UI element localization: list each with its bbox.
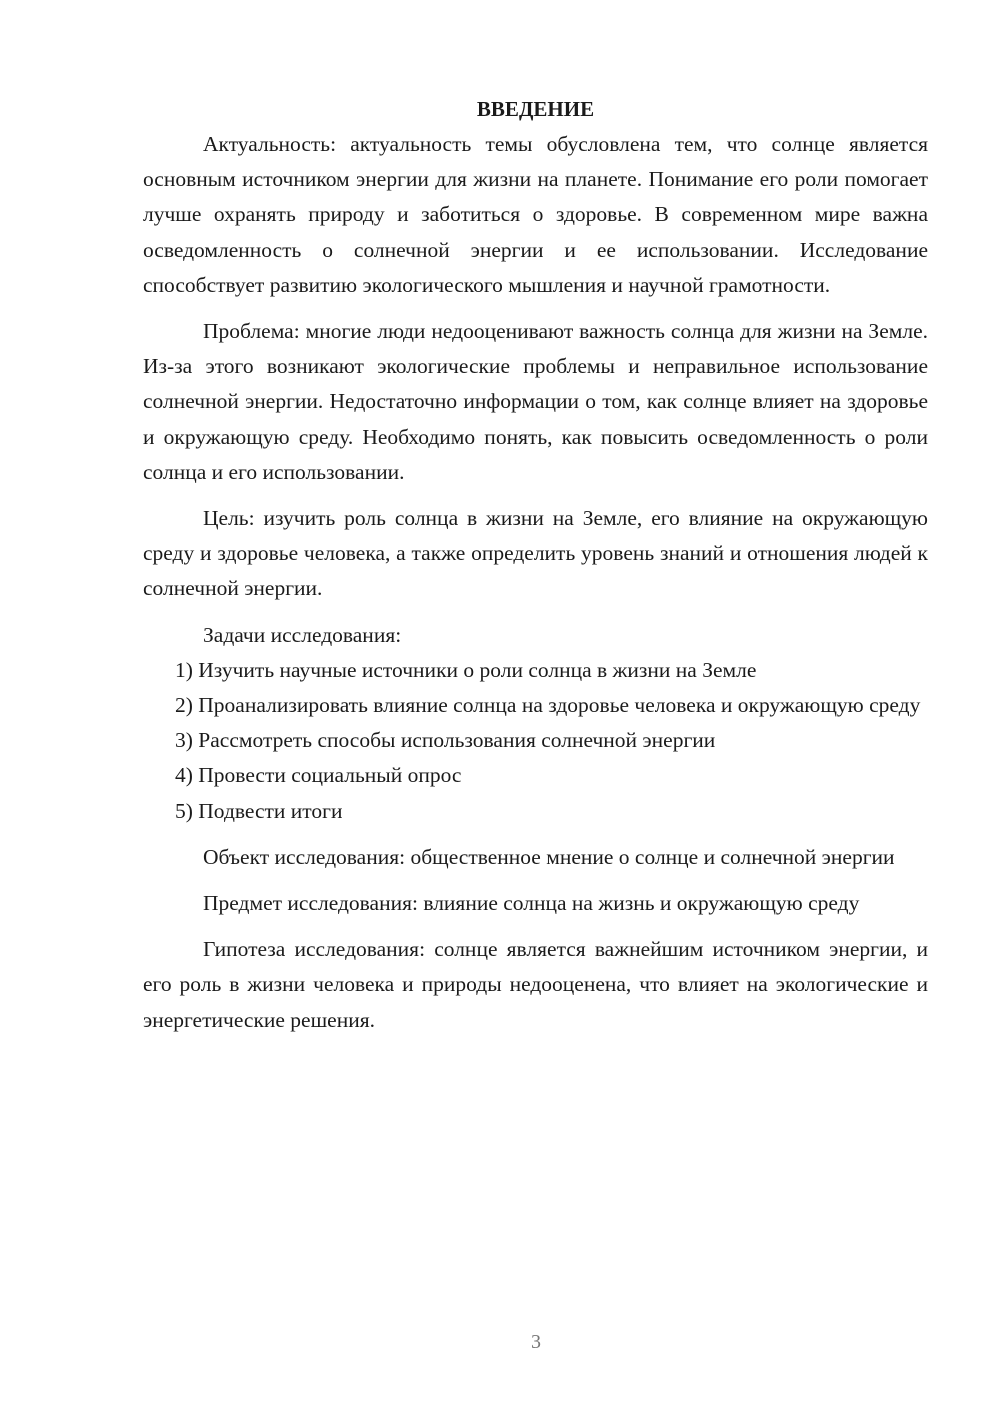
object-paragraph: Объект исследования: общественное мнение о солнце и солнечной энергии	[203, 844, 895, 869]
page-number: 3	[531, 1331, 541, 1353]
problem-paragraph: Проблема: многие люди недооценивают важность солнца для жизни на Земле. Из-за этого возникают экологические проблемы и неправильное использование солнечной энергии. Недостаточно информации о том, как солнце влияет на здоровье и окружающую среду. Необходимо понять, как повысить осведомленность о роли солнца и его использовании.	[143, 319, 928, 484]
task-item-4: 4) Провести социальный опрос	[175, 763, 462, 788]
section-heading: ВВЕДЕНИЕ	[476, 97, 595, 121]
hypothesis-paragraph: Гипотеза исследования: солнце является важнейшим источником энергии, и его роль в жизни человека и природы недооценена, что влияет на экологические и энергетические решения.	[143, 937, 928, 1032]
subject-paragraph: Предмет исследования: влияние солнца на жизнь и окружающую среду	[203, 891, 860, 916]
document-page	[143, 92, 928, 1038]
goal-paragraph: Цель: изучить роль солнца в жизни на Земле, его влияние на окружающую среду и здоровье человека, а также определить уровень знаний и отношения людей к солнечной энергии.	[143, 506, 928, 601]
relevance-paragraph: Актуальность: актуальность темы обусловлена тем, что солнце является основным источником энергии для жизни на планете. Понимание его роли помогает лучше охранять природу и заботиться о здоровье. В современном мире важна осведомленность о солнечной энергии и ее использовании. Исследование способствует развитию экологического мышления и научной грамотности.	[143, 132, 928, 297]
tasks-heading: Задачи исследования:	[203, 622, 402, 647]
task-item-1: 1) Изучить научные источники о роли солнца в жизни на Земле	[175, 657, 757, 682]
task-item-2: 2) Проанализировать влияние солнца на здоровье человека и окружающую среду	[175, 693, 921, 718]
task-item-5: 5) Подвести итоги	[175, 798, 343, 823]
task-item-3: 3) Рассмотреть способы использования солнечной энергии	[175, 728, 716, 753]
